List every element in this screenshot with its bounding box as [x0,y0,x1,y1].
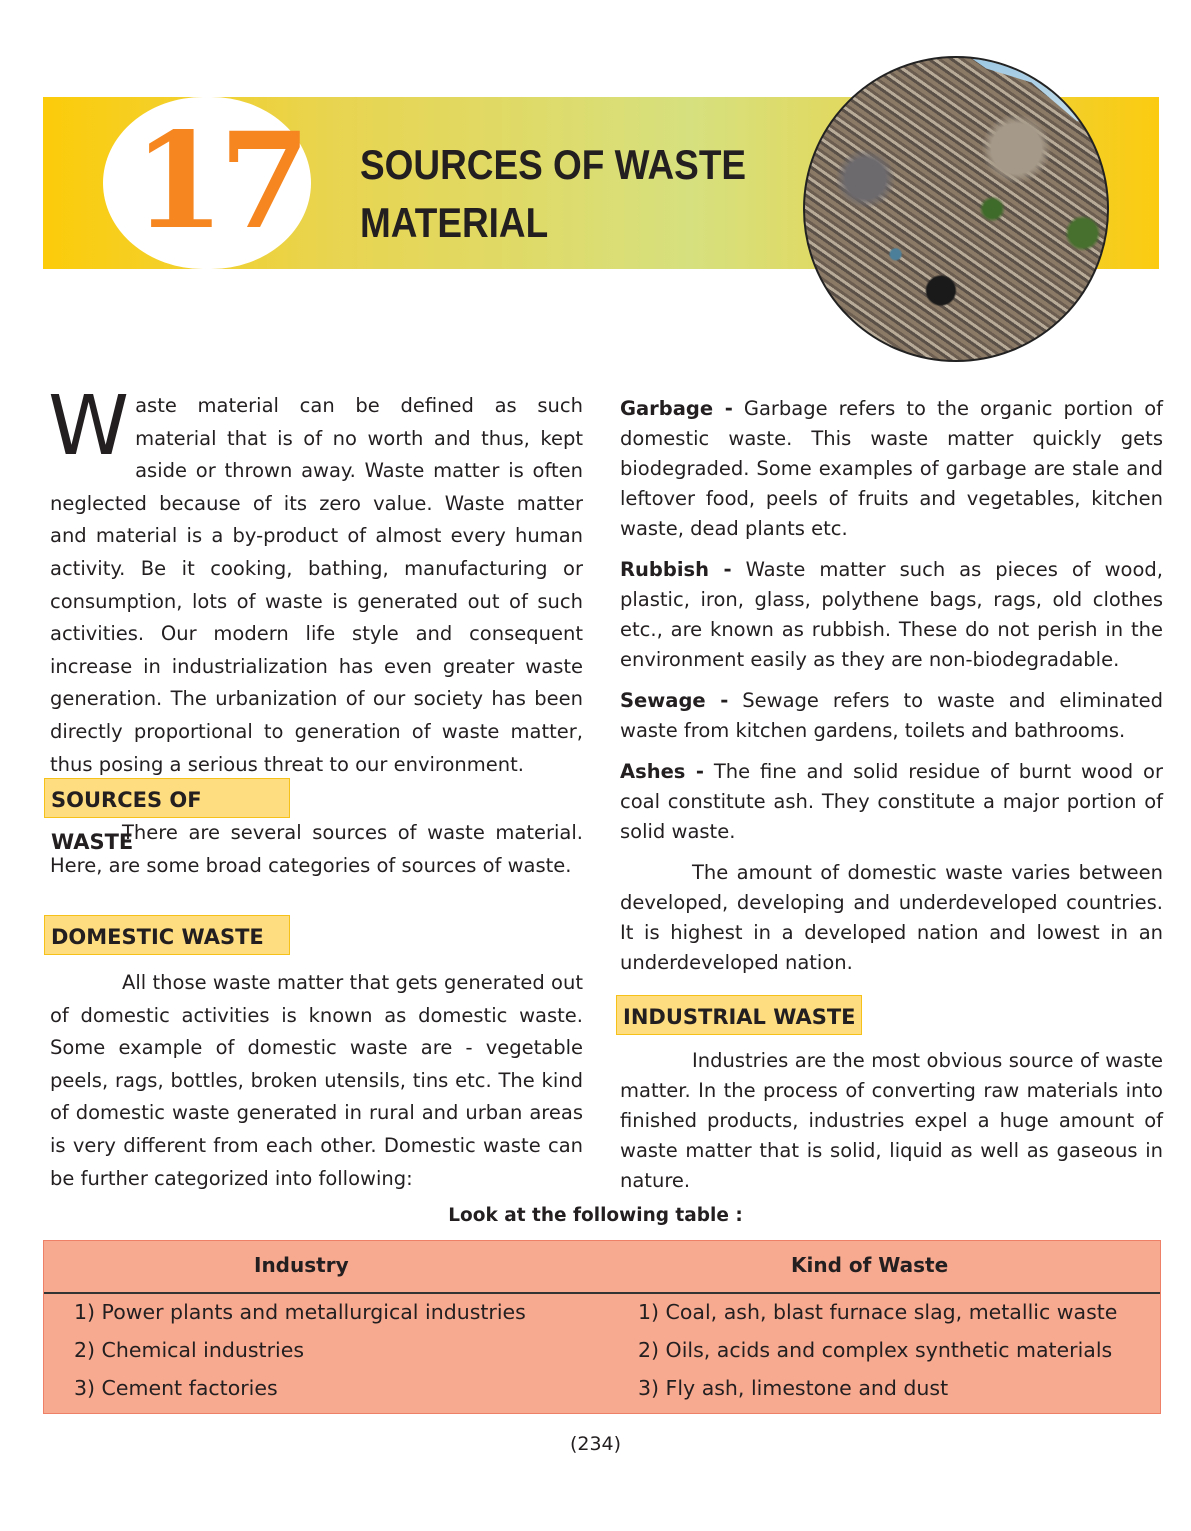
heading-industrial-waste: INDUSTRIAL WASTE [616,995,862,1035]
table-cell: 1) Power plants and metallurgical industries [74,1300,526,1324]
term-sewage: Sewage - [620,689,729,712]
table-cell: 2) Oils, acids and complex synthetic materials [638,1338,1113,1362]
table-header-industry: Industry [254,1253,349,1277]
term-rubbish: Rubbish - [620,558,732,581]
industry-waste-table [43,1240,1161,1414]
term-ashes: Ashes - [620,760,704,783]
page-number: (234) [569,1433,622,1455]
table-caption: Look at the following table : [448,1205,743,1226]
sources-text: There are several sources of waste material. Here, are some broad categories of sources of waste. [50,821,583,877]
category-sewage [620,686,1163,746]
category-garbage [620,394,1163,544]
table-cell: 1) Coal, ash, blast furnace slag, metallic waste [638,1300,1118,1324]
domestic-text: All those waste matter that gets generated out of domestic activities is known as domestic waste. Some example of domestic waste are - vegetable peels, rags, bottles, broken utensils, tins etc. The kind of domestic waste generated in rural and urban areas is very different from each other. Domestic waste can be further categorized into following: [50,971,583,1190]
right-column [620,394,1163,978]
sources-paragraph [50,817,583,882]
intro-paragraph [48,379,583,781]
def-sewage: Sewage refers to waste and eliminated waste from kitchen gardens, toilets and bathrooms. [620,689,1163,742]
industrial-paragraph [620,1046,1163,1196]
chapter-title-line2: MATERIAL [360,199,549,246]
intro-text: aste material can be defined as such material that is of no worth and thus, kept aside or thrown away. Waste matter is often neglected because of its zero value. Waste matter and material is a by-product of almost every human activity. Be it cooking, bathing, manufacturing or consumption, lots of waste is generated out of such activities. Our modern life style and consequent increase in industrialization has even greater waste generation. The urbanization of our society has been directly proportional to generation of waste matter, thus posing a serious threat to our environment. [50,394,583,776]
domestic-paragraph [50,967,583,1195]
industrial-text: Industries are the most obvious source of waste matter. In the process of converting raw materials into finished products, industries expel a huge amount of waste matter that is solid, liquid as well as gaseous in nature. [620,1049,1163,1192]
def-rubbish: Waste matter such as pieces of wood, plastic, iron, glass, polythene bags, rags, old clothes etc., are known as rubbish. These do not perish in the environment easily as they are non-biodegradable. [620,558,1163,671]
heading-domestic-waste: DOMESTIC WASTE [44,915,290,955]
def-garbage: Garbage refers to the organic portion of domestic waste. This waste matter quickly gets biodegraded. Some examples of garbage are stale and leftover food, peels of fruits and vegetables, kitchen waste, dead plants etc. [620,397,1163,540]
term-garbage: Garbage - [620,397,733,420]
category-ashes [620,757,1163,847]
table-cell: 2) Chemical industries [74,1338,305,1362]
chapter-title [360,136,746,252]
table-cell: 3) Cement factories [74,1376,278,1400]
category-rubbish [620,555,1163,675]
chapter-number: 17 [133,104,305,259]
table-cell: 3) Fly ash, limestone and dust [638,1376,949,1400]
table-divider [44,1292,1160,1294]
sky [805,58,1107,128]
domestic-amount-text: The amount of domestic waste varies between developed, developing and underdeveloped countries. It is highest in a developed nation and lowest in an underdeveloped nation. [620,861,1163,974]
heading-sources-of-waste: SOURCES OF WASTE [44,778,290,818]
chapter-title-line1: SOURCES OF WASTE [360,141,747,188]
drop-cap: W [48,379,130,474]
table-header-kind-of-waste: Kind of Waste [791,1253,949,1277]
garbage-dump-photo [803,56,1109,362]
def-ashes: The fine and solid residue of burnt wood or coal constitute ash. They constitute a major portion of solid waste. [620,760,1163,843]
